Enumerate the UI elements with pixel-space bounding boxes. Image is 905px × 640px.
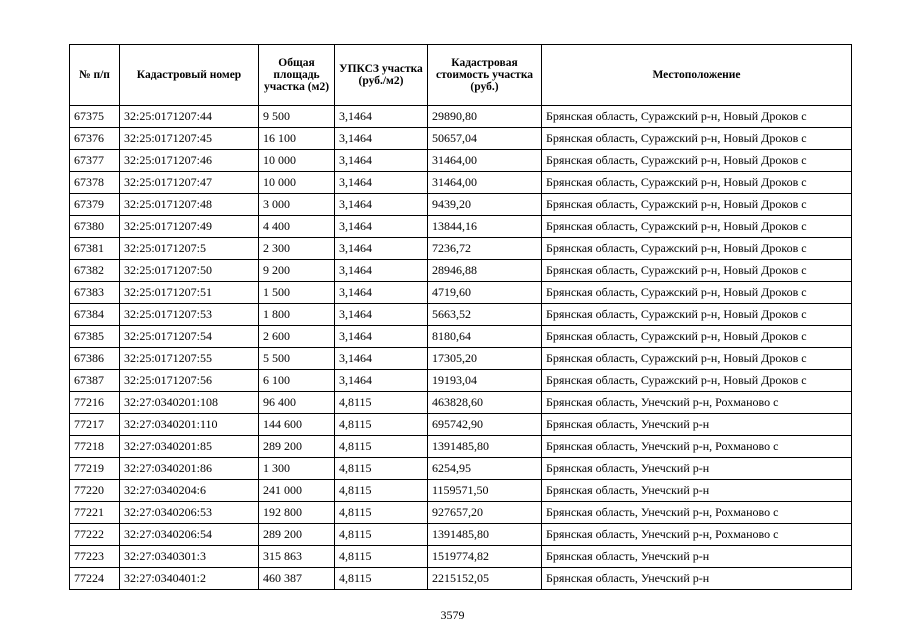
cell-number: 67379 [70,194,120,216]
cell-number: 67383 [70,282,120,304]
cell-cadastral-number: 32:25:0171207:53 [120,304,259,326]
cell-cadastral-number: 32:25:0171207:56 [120,370,259,392]
cell-location: Брянская область, Суражский р-н, Новый Дроков с [542,194,852,216]
cell-location: Брянская область, Суражский р-н, Новый Дроков с [542,260,852,282]
cell-cadastral-number: 32:27:0340201:85 [120,436,259,458]
cell-cadastral-number: 32:25:0171207:55 [120,348,259,370]
table-row [70,502,852,524]
cell-area: 9 500 [259,106,335,128]
cell-number: 67382 [70,260,120,282]
cell-upksz: 3,1464 [335,216,428,238]
cell-upksz: 3,1464 [335,282,428,304]
cell-upksz: 3,1464 [335,304,428,326]
header-upksz: УПКСЗ участка (руб./м2) [335,45,428,106]
cell-number: 67386 [70,348,120,370]
cell-number: 77216 [70,392,120,414]
cell-cadastral-value: 4719,60 [428,282,542,304]
cell-cadastral-value: 463828,60 [428,392,542,414]
cell-cadastral-number: 32:25:0171207:46 [120,150,259,172]
cell-cadastral-value: 1159571,50 [428,480,542,502]
cell-upksz: 3,1464 [335,172,428,194]
cell-area: 144 600 [259,414,335,436]
cell-location: Брянская область, Суражский р-н, Новый Дроков с [542,216,852,238]
cell-cadastral-number: 32:25:0171207:48 [120,194,259,216]
cell-area: 10 000 [259,150,335,172]
table-row [70,392,852,414]
table-row [70,260,852,282]
table-row [70,172,852,194]
table-header-row [70,45,852,106]
cell-location: Брянская область, Унечский р-н [542,568,852,590]
cell-cadastral-number: 32:25:0171207:51 [120,282,259,304]
cell-number: 77223 [70,546,120,568]
cell-location: Брянская область, Унечский р-н, Рохманово с [542,502,852,524]
cell-number: 67387 [70,370,120,392]
cell-cadastral-value: 31464,00 [428,172,542,194]
cell-area: 96 400 [259,392,335,414]
cell-number: 67384 [70,304,120,326]
page-number: 3579 [440,608,465,622]
cell-upksz: 4,8115 [335,436,428,458]
cell-area: 9 200 [259,260,335,282]
cell-number: 67381 [70,238,120,260]
cell-cadastral-number: 32:25:0171207:45 [120,128,259,150]
cell-upksz: 3,1464 [335,194,428,216]
cell-upksz: 4,8115 [335,480,428,502]
header-number: № п/п [70,45,120,106]
table-row [70,370,852,392]
cell-area: 2 600 [259,326,335,348]
cell-number: 77224 [70,568,120,590]
cell-number: 77220 [70,480,120,502]
cell-cadastral-number: 32:27:0340206:53 [120,502,259,524]
cell-upksz: 3,1464 [335,150,428,172]
table-body [70,106,852,590]
cell-cadastral-number: 32:25:0171207:47 [120,172,259,194]
cell-area: 6 100 [259,370,335,392]
cell-number: 77219 [70,458,120,480]
cell-cadastral-value: 7236,72 [428,238,542,260]
cell-number: 67376 [70,128,120,150]
cell-area: 289 200 [259,436,335,458]
cell-cadastral-value: 5663,52 [428,304,542,326]
table-row [70,480,852,502]
table-row [70,128,852,150]
cell-area: 315 863 [259,546,335,568]
cell-area: 192 800 [259,502,335,524]
cell-number: 67380 [70,216,120,238]
cell-cadastral-number: 32:27:0340206:54 [120,524,259,546]
header-cadastral-value: Кадастровая стоимость участка (руб.) [428,45,542,106]
cell-area: 5 500 [259,348,335,370]
cell-area: 16 100 [259,128,335,150]
cell-location: Брянская область, Суражский р-н, Новый Дроков с [542,128,852,150]
cell-cadastral-value: 29890,80 [428,106,542,128]
cell-cadastral-value: 8180,64 [428,326,542,348]
cell-number: 67377 [70,150,120,172]
table-row [70,436,852,458]
cell-cadastral-value: 6254,95 [428,458,542,480]
cell-upksz: 3,1464 [335,348,428,370]
cell-cadastral-value: 13844,16 [428,216,542,238]
table-row [70,546,852,568]
cell-cadastral-value: 695742,90 [428,414,542,436]
cell-upksz: 3,1464 [335,370,428,392]
table-row [70,282,852,304]
cell-cadastral-value: 50657,04 [428,128,542,150]
table-row [70,326,852,348]
cell-area: 1 800 [259,304,335,326]
cell-location: Брянская область, Суражский р-н, Новый Дроков с [542,304,852,326]
cell-area: 3 000 [259,194,335,216]
cell-cadastral-number: 32:27:0340201:86 [120,458,259,480]
cell-cadastral-value: 1519774,82 [428,546,542,568]
table-row [70,414,852,436]
header-cadastral-number: Кадастровый номер [120,45,259,106]
cell-cadastral-number: 32:27:0340201:110 [120,414,259,436]
cell-location: Брянская область, Унечский р-н, Рохманово с [542,524,852,546]
cell-location: Брянская область, Суражский р-н, Новый Дроков с [542,348,852,370]
cell-number: 77217 [70,414,120,436]
cell-area: 4 400 [259,216,335,238]
table-row [70,458,852,480]
cell-area: 460 387 [259,568,335,590]
cell-location: Брянская область, Унечский р-н, Рохманово с [542,436,852,458]
header-location: Местоположение [542,45,852,106]
cell-cadastral-value: 19193,04 [428,370,542,392]
cell-cadastral-number: 32:25:0171207:50 [120,260,259,282]
cell-cadastral-value: 1391485,80 [428,524,542,546]
cell-location: Брянская область, Суражский р-н, Новый Дроков с [542,326,852,348]
cell-upksz: 3,1464 [335,260,428,282]
cell-area: 10 000 [259,172,335,194]
cell-cadastral-value: 31464,00 [428,150,542,172]
cell-area: 241 000 [259,480,335,502]
cell-cadastral-number: 32:25:0171207:49 [120,216,259,238]
cell-upksz: 4,8115 [335,524,428,546]
cell-upksz: 4,8115 [335,414,428,436]
cell-cadastral-number: 32:27:0340301:3 [120,546,259,568]
cell-cadastral-value: 1391485,80 [428,436,542,458]
cell-cadastral-number: 32:27:0340204:6 [120,480,259,502]
table-row [70,524,852,546]
cell-cadastral-number: 32:25:0171207:44 [120,106,259,128]
cell-cadastral-number: 32:27:0340401:2 [120,568,259,590]
table-row [70,304,852,326]
cell-location: Брянская область, Суражский р-н, Новый Дроков с [542,282,852,304]
cell-upksz: 3,1464 [335,326,428,348]
cell-cadastral-number: 32:27:0340201:108 [120,392,259,414]
cell-location: Брянская область, Суражский р-н, Новый Дроков с [542,370,852,392]
cell-number: 67375 [70,106,120,128]
cell-location: Брянская область, Унечский р-н, Рохманово с [542,392,852,414]
cadastral-table [69,44,852,590]
cell-number: 77221 [70,502,120,524]
cell-location: Брянская область, Суражский р-н, Новый Дроков с [542,150,852,172]
cell-upksz: 4,8115 [335,392,428,414]
table-row [70,348,852,370]
cell-number: 67378 [70,172,120,194]
cell-cadastral-value: 2215152,05 [428,568,542,590]
table-row [70,150,852,172]
cell-location: Брянская область, Суражский р-н, Новый Дроков с [542,238,852,260]
cell-location: Брянская область, Унечский р-н [542,414,852,436]
table-row [70,106,852,128]
cell-upksz: 3,1464 [335,106,428,128]
cell-number: 77222 [70,524,120,546]
table-row [70,194,852,216]
table-row [70,216,852,238]
cell-location: Брянская область, Унечский р-н [542,546,852,568]
table-row [70,238,852,260]
cell-area: 289 200 [259,524,335,546]
cell-cadastral-value: 28946,88 [428,260,542,282]
header-area: Общая площадь участка (м2) [259,45,335,106]
cell-cadastral-value: 9439,20 [428,194,542,216]
cell-location: Брянская область, Унечский р-н [542,480,852,502]
cell-upksz: 4,8115 [335,568,428,590]
cell-location: Брянская область, Суражский р-н, Новый Дроков с [542,106,852,128]
table-row [70,568,852,590]
cell-area: 1 500 [259,282,335,304]
cell-upksz: 4,8115 [335,458,428,480]
cell-number: 67385 [70,326,120,348]
cell-number: 77218 [70,436,120,458]
cell-upksz: 3,1464 [335,128,428,150]
cell-area: 2 300 [259,238,335,260]
cell-upksz: 4,8115 [335,546,428,568]
cell-location: Брянская область, Унечский р-н [542,458,852,480]
cell-cadastral-number: 32:25:0171207:54 [120,326,259,348]
cell-upksz: 4,8115 [335,502,428,524]
cell-cadastral-value: 17305,20 [428,348,542,370]
cell-location: Брянская область, Суражский р-н, Новый Дроков с [542,172,852,194]
cell-upksz: 3,1464 [335,238,428,260]
cell-cadastral-number: 32:25:0171207:5 [120,238,259,260]
cell-cadastral-value: 927657,20 [428,502,542,524]
cell-area: 1 300 [259,458,335,480]
